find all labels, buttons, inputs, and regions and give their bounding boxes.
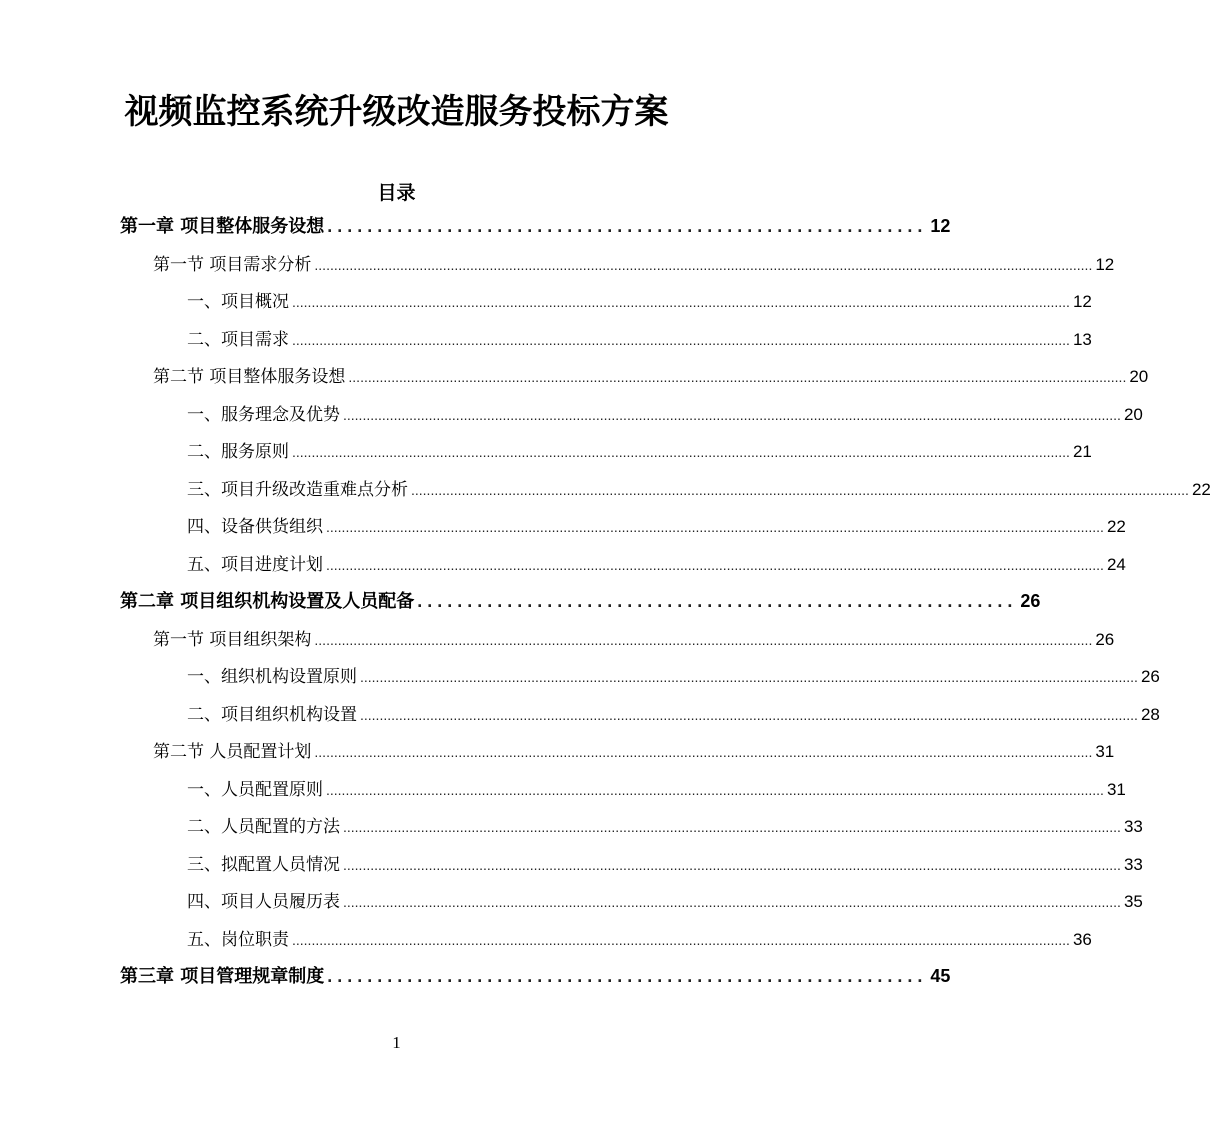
toc-entry[interactable] <box>153 625 1115 655</box>
toc-leader-dots: ........................................................................................................................................................................................................ <box>292 931 1070 948</box>
toc-leader-dots: ........................................................................................................................................................................................................ <box>343 856 1121 873</box>
toc-entry[interactable] <box>187 775 1126 805</box>
toc-leader-dots: ........................................................................................................................................................................................................ <box>343 406 1121 423</box>
toc-entry[interactable] <box>187 850 1143 880</box>
toc-entry[interactable] <box>187 700 1160 730</box>
toc-entry[interactable] <box>187 475 1211 505</box>
toc-entry-page: 36 <box>1072 929 1092 949</box>
toc-entry-label: 三、拟配置人员情况 <box>187 854 340 875</box>
toc-entry[interactable] <box>187 325 1092 355</box>
toc-leader-dots: ........................................................................................................................................................................................................ <box>314 631 1093 648</box>
toc-entry[interactable] <box>120 587 1041 617</box>
toc-leader-dots: ........................................................................................................................................................................................................ <box>360 669 1138 685</box>
toc-entry[interactable] <box>153 362 1149 392</box>
toc-leader-dots: ........................................................................................................................................................................................................ <box>326 781 1104 798</box>
toc-entry-page: 45 <box>930 966 951 986</box>
toc-entry-page: 12 <box>1095 254 1115 274</box>
toc-entry-label: 第一节 项目组织架构 <box>153 629 312 650</box>
toc-leader-dots: ........................................................................................................................................................................................................ <box>292 294 1070 310</box>
toc-entry-page: 21 <box>1072 442 1092 461</box>
toc-entry-page: 13 <box>1072 329 1092 349</box>
toc-entry-page: 33 <box>1123 817 1143 836</box>
toc-entry-label: 一、人员配置原则 <box>187 779 323 800</box>
toc-leader-dots: ........................................................................................................................................................................................................ <box>314 256 1093 273</box>
toc-entry-label: 第三章 项目管理规章制度 <box>120 966 325 987</box>
toc-leader-dots: ........................................................................................................................................................................................................ <box>360 706 1138 723</box>
toc-leader-dots: ........................................................................................................................................................................................................ <box>411 481 1189 498</box>
toc-entry-page: 12 <box>1072 292 1092 311</box>
toc-entry-label: 二、项目需求 <box>187 329 289 350</box>
toc-entry[interactable] <box>120 212 951 242</box>
toc-entry-page: 31 <box>1095 742 1115 761</box>
toc-entry[interactable] <box>153 737 1115 767</box>
toc-entry-label: 第二节 项目整体服务设想 <box>153 367 346 387</box>
toc-leader-dots: ........................................................................................................................................................................................................ <box>343 819 1121 835</box>
toc-entry-label: 四、设备供货组织 <box>187 517 323 537</box>
toc-entry[interactable] <box>187 887 1143 917</box>
toc-entry-page: 22 <box>1191 479 1211 499</box>
toc-entry-label: 五、岗位职责 <box>187 929 289 950</box>
toc-entry-page: 24 <box>1106 554 1126 574</box>
toc-entry-label: 五、项目进度计划 <box>187 554 323 575</box>
toc-leader-dots: ........................................................................................................................................................................................................ <box>292 331 1070 348</box>
toc-entry-page: 22 <box>1106 517 1126 536</box>
toc-entry-page: 35 <box>1123 892 1143 911</box>
toc-entry-label: 二、项目组织机构设置 <box>187 704 357 725</box>
toc-leader-dots: ........................................................................................................................................................................................................ <box>292 444 1070 460</box>
toc-leader-dots: ........................................................................................................................................................................................................ <box>326 519 1104 535</box>
toc-entry-label: 一、项目概况 <box>187 292 289 312</box>
toc-entry-label: 四、项目人员履历表 <box>187 892 340 912</box>
toc-entry[interactable] <box>187 925 1092 955</box>
toc-entry[interactable] <box>187 512 1126 542</box>
toc-entry-label: 第二章 项目组织机构设置及人员配备 <box>120 591 415 612</box>
toc-entry-label: 第一章 项目整体服务设想 <box>120 216 325 237</box>
toc-entry[interactable] <box>187 812 1143 842</box>
toc-entry[interactable] <box>187 662 1160 692</box>
toc-entry-page: 26 <box>1140 667 1160 686</box>
page-number: 1 <box>392 1033 401 1052</box>
toc-entry-page: 12 <box>930 216 951 236</box>
toc-leader-dots: ........................................................................................................................................................................................................ <box>343 894 1121 910</box>
toc-entry-page: 20 <box>1123 404 1143 424</box>
toc-leader-dots: ............................................................ <box>327 966 928 986</box>
toc-entry-label: 第二节 人员配置计划 <box>153 742 312 762</box>
toc-leader-dots: ........................................................................................................................................................................................................ <box>314 744 1093 760</box>
toc-leader-dots: ............................................................ <box>327 216 928 236</box>
toc-entry[interactable] <box>187 287 1092 317</box>
toc-entry-label: 二、服务原则 <box>187 442 289 462</box>
toc-entry-label: 一、组织机构设置原则 <box>187 667 357 687</box>
toc-entry[interactable] <box>187 437 1092 467</box>
toc-entry-label: 二、人员配置的方法 <box>187 817 340 837</box>
toc-entry-page: 33 <box>1123 854 1143 874</box>
toc-entry[interactable] <box>187 550 1126 580</box>
toc-leader-dots: ........................................................................................................................................................................................................ <box>348 369 1127 385</box>
toc-entry-page: 26 <box>1020 591 1041 611</box>
toc-entry-label: 一、服务理念及优势 <box>187 404 340 425</box>
toc-entry[interactable] <box>187 400 1143 430</box>
document-title: 视频监控系统升级改造服务投标方案 <box>124 92 669 132</box>
toc-entry-label: 第一节 项目需求分析 <box>153 254 312 275</box>
toc-entry-page: 31 <box>1106 779 1126 799</box>
toc-entry-page: 26 <box>1095 629 1115 649</box>
toc-entry[interactable] <box>153 250 1115 280</box>
toc-entry-page: 20 <box>1129 367 1149 386</box>
toc-leader-dots: ............................................................ <box>417 591 1018 611</box>
toc-entry[interactable] <box>120 962 951 992</box>
toc-entry-label: 三、项目升级改造重难点分析 <box>187 479 408 500</box>
toc-entry-page: 28 <box>1140 704 1160 724</box>
toc-heading: 目录 <box>377 182 416 204</box>
toc-leader-dots: ........................................................................................................................................................................................................ <box>326 556 1104 573</box>
